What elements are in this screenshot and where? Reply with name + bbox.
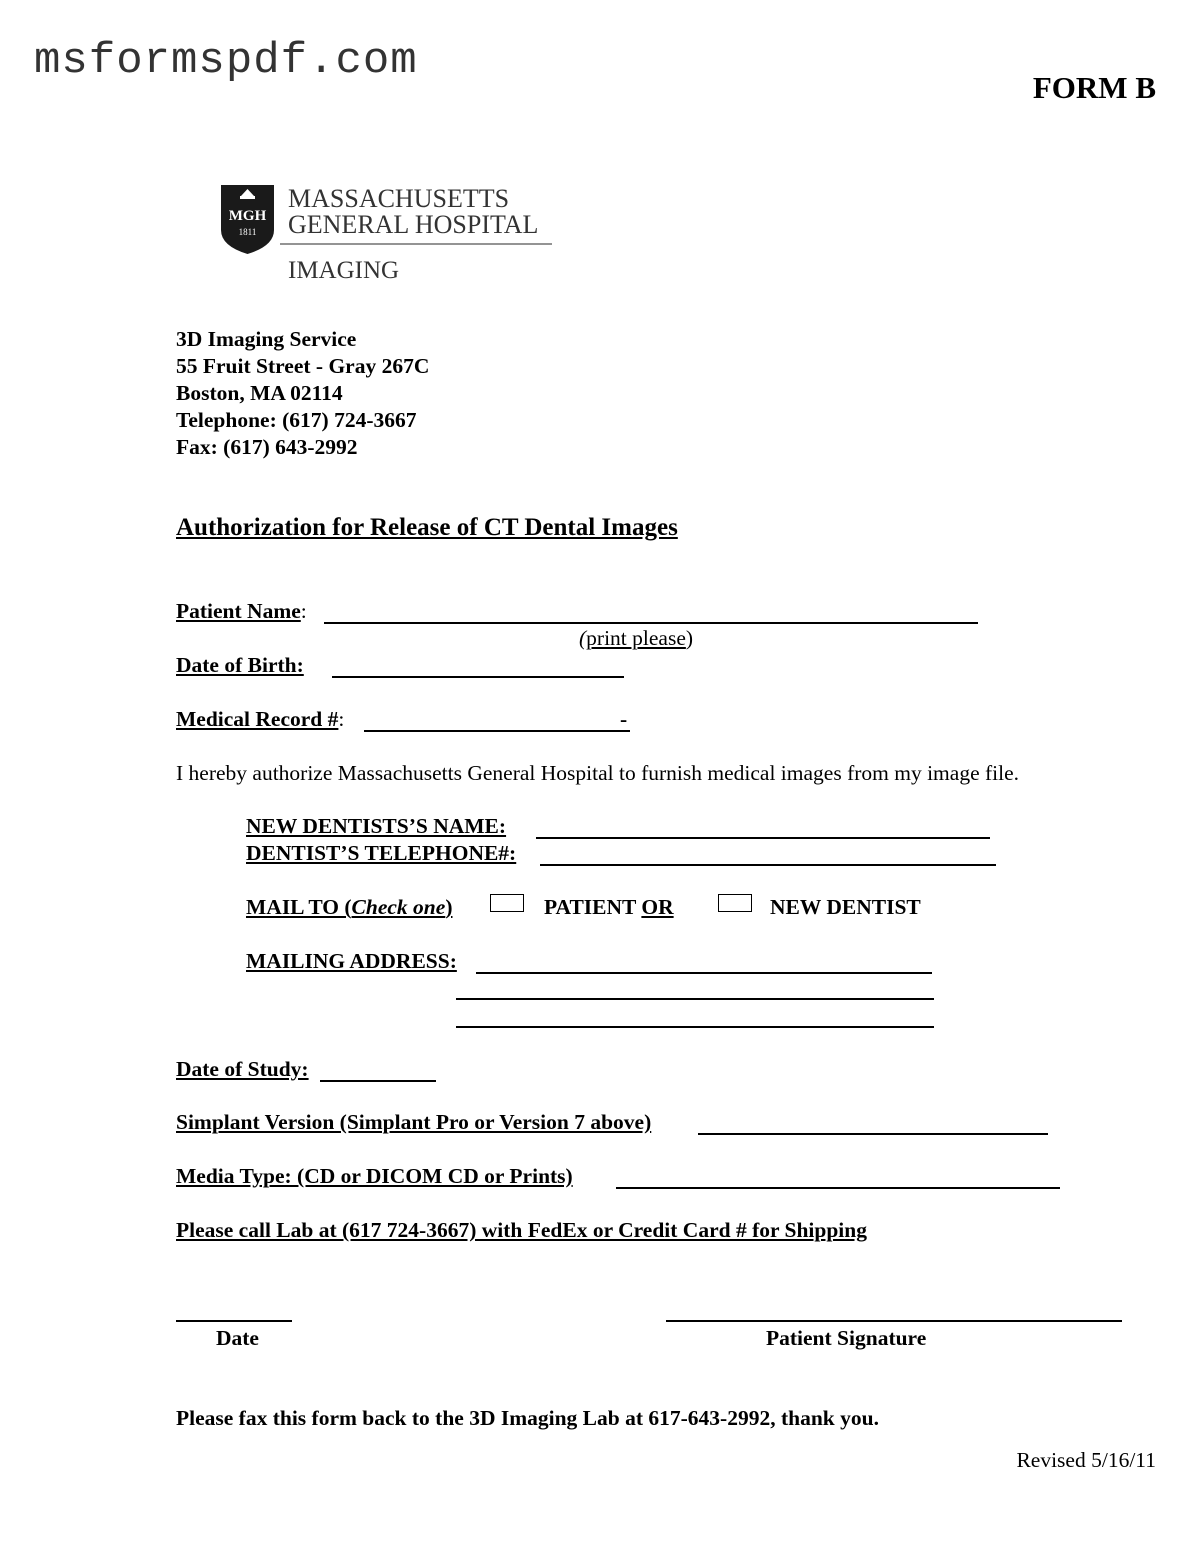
fax-back-note: Please fax this form back to the 3D Imaging Lab at 617-643-2992, thank you. [176,1406,879,1430]
mail-to-patient-option: PATIENT OR [544,895,674,919]
dob-label: Date of Birth: [176,653,304,677]
address-line-2: 55 Fruit Street - Gray 267C [176,354,430,378]
authorize-statement: I hereby authorize Massachusetts General Hospital to furnish medical images from my image file. [176,761,1020,785]
mailing-address-field-2[interactable] [456,998,934,1000]
address-telephone: Telephone: (617) 724-3667 [176,408,417,432]
watermark-text: msformspdf.com [34,36,418,86]
logo-badge-year: 1811 [238,227,257,237]
logo-line3: IMAGING [288,257,400,284]
mail-to-label: MAIL TO (Check one) [246,895,453,919]
signature-date-label: Date [216,1326,259,1350]
simplant-version-field[interactable] [698,1133,1048,1135]
logo-badge-text: MGH [228,208,267,224]
form-id: FORM B [1032,70,1156,105]
patient-name-label: Patient Name: [176,599,307,623]
patient-signature-label: Patient Signature [766,1326,927,1350]
logo-line1: MASSACHUSETTS [288,184,510,213]
date-of-study-label: Date of Study: [176,1057,309,1081]
patient-signature-field[interactable] [666,1320,1122,1322]
mrn-label: Medical Record #: [176,707,345,731]
mrn-field[interactable] [364,730,630,732]
mrn-dash: - [620,707,628,731]
address-line-3: Boston, MA 02114 [176,381,343,405]
mailing-address-field-1[interactable] [476,972,932,974]
signature-date-field[interactable] [176,1320,292,1322]
mail-to-dentist-option: NEW DENTIST [770,895,921,919]
date-of-study-field[interactable] [320,1080,436,1082]
form-title: Authorization for Release of CT Dental Images [176,514,678,541]
media-type-label: Media Type: (CD or DICOM CD or Prints) [176,1164,573,1188]
dentist-telephone-field[interactable] [540,864,996,866]
mgh-imaging-logo [218,182,558,292]
media-type-field[interactable] [616,1187,1060,1189]
mailing-address-field-3[interactable] [456,1026,934,1028]
address-fax: Fax: (617) 643-2992 [176,435,358,459]
dentist-name-field[interactable] [536,837,990,839]
logo-line2: GENERAL HOSPITAL [288,210,539,239]
dentist-name-label: NEW DENTISTS’S NAME: [246,814,507,838]
print-please-hint: (print please) [579,626,694,650]
dob-field[interactable] [332,676,624,678]
patient-name-field[interactable] [324,622,978,624]
mail-to-patient-checkbox[interactable] [490,894,524,912]
simplant-version-label: Simplant Version (Simplant Pro or Version 7 above) [176,1110,652,1134]
mail-to-dentist-checkbox[interactable] [718,894,752,912]
address-line-1: 3D Imaging Service [176,327,357,351]
call-lab-note: Please call Lab at (617 724-3667) with FedEx or Credit Card # for Shipping [176,1218,867,1242]
mailing-address-label: MAILING ADDRESS: [246,949,457,973]
revised-date: Revised 5/16/11 [1016,1448,1156,1472]
dentist-telephone-label: DENTIST’S TELEPHONE#: [246,841,517,865]
